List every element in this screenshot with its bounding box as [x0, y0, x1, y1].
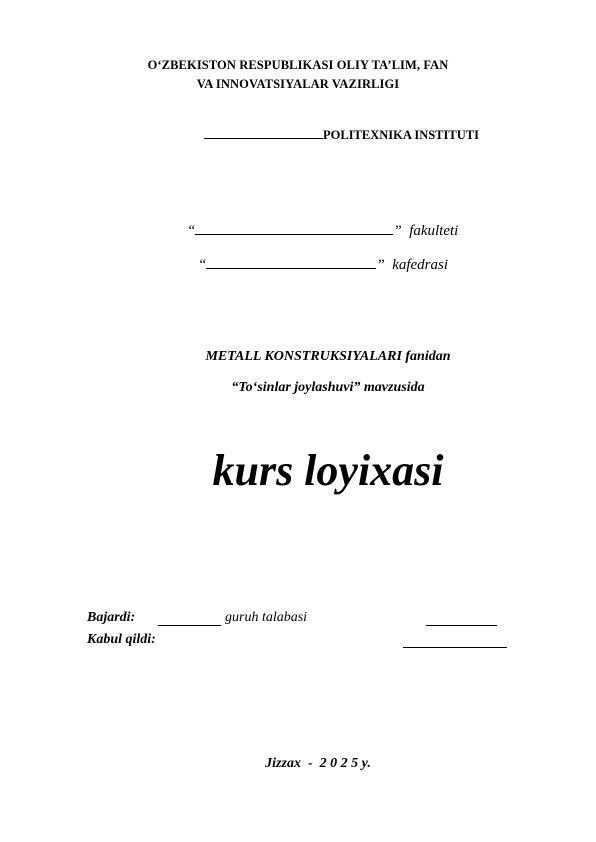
faculty-close-quote: ”	[393, 223, 402, 239]
document-title: kurs loyixasi	[212, 446, 444, 495]
discipline-line: METALL KONSTRUKSIYALARI fanidan	[205, 349, 451, 364]
institute-line	[204, 127, 479, 143]
department-blank-line	[206, 254, 376, 269]
accepted-by-label: Kabul qildi:	[87, 632, 156, 647]
faculty-line	[187, 220, 458, 240]
accepted-by-signature-line	[403, 633, 507, 648]
accepted-by-row	[87, 632, 156, 648]
faculty-label: fakulteti	[409, 223, 459, 239]
group-blank-line	[158, 611, 221, 626]
department-open-quote: “	[198, 257, 207, 273]
department-label: kafedrasi	[392, 257, 449, 273]
faculty-blank-line	[195, 220, 393, 235]
institute-name: POLITEXNIKA INSTITUTI	[323, 128, 479, 142]
done-by-row	[87, 610, 135, 626]
ministry-line-2: VA INNOVATSIYALAR VAZIRLIGI	[196, 77, 400, 91]
institute-blank-line	[204, 127, 323, 139]
ministry-header	[0, 56, 596, 94]
topic-line: “To‘sinlar joylashuvi” mavzusida	[231, 380, 425, 395]
city-year: Jizzax - 2 0 2 5 y.	[265, 756, 371, 771]
department-close-quote: ”	[376, 257, 385, 273]
group-student-label: guruh talabasi	[225, 610, 308, 625]
faculty-open-quote: “	[187, 223, 196, 239]
department-line	[198, 254, 448, 274]
ministry-line-1: O‘ZBEKISTON RESPUBLIKASI OLIY TA’LIM, FAN	[147, 58, 449, 72]
done-by-signature-line	[426, 611, 497, 626]
done-by-label: Bajardi:	[87, 610, 136, 625]
